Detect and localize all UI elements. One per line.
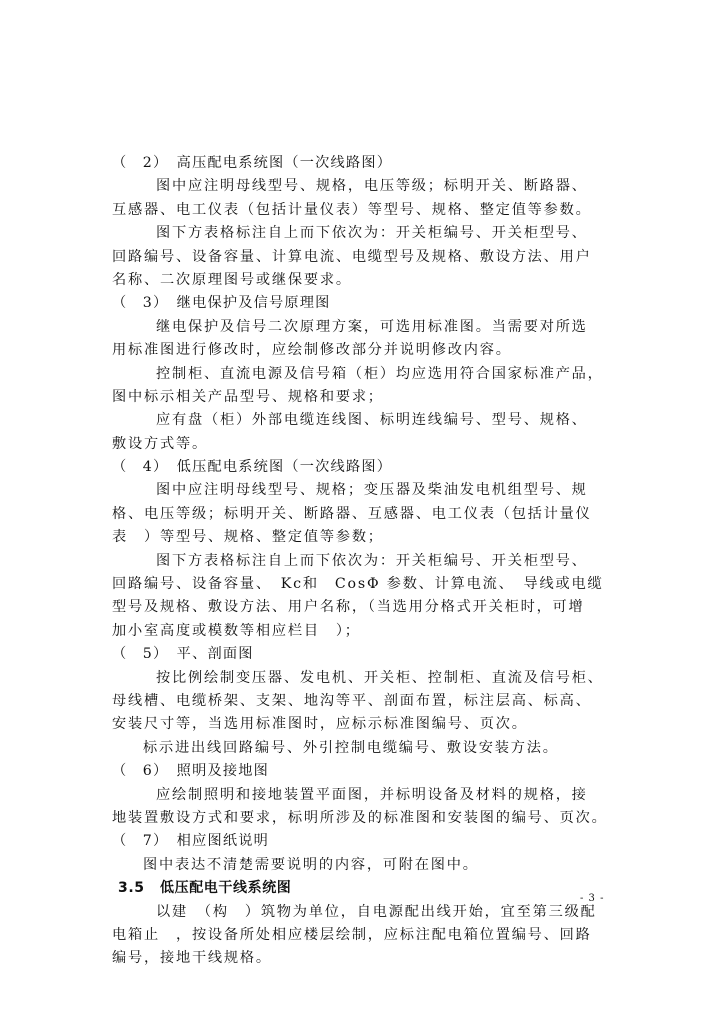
section-heading bbox=[112, 877, 627, 900]
document-body bbox=[112, 152, 627, 971]
paragraph-line: 标示进出线回路编号、外引控制电缆编号、敷设安装方法。 bbox=[143, 739, 559, 756]
subsection-heading: （ 3） 继电保护及信号原理图 bbox=[112, 295, 331, 312]
paragraph-line: 回路编号、设备容量、计算电流、电缆型号及规格、敷设方法、用户 bbox=[112, 248, 592, 265]
paragraph-line: 继电保护及信号二次原理方案，可选用标准图。当需要对所选 bbox=[156, 318, 588, 335]
subsection-heading: （ 6） 照明及接地图 bbox=[112, 763, 270, 780]
paragraph-line: 加小室高度或模数等相应栏目 ）； bbox=[112, 622, 361, 639]
paragraph-line: 图中应注明母线型号、规格，电压等级；标明开关、断路器、 bbox=[156, 178, 588, 195]
subsection-heading: （ 7） 相应图纸说明 bbox=[112, 833, 270, 850]
paragraph-line: 应绘制照明和接地装置平面图，并标明设备及材料的规格，接 bbox=[156, 786, 588, 803]
paragraph-line: 母线槽、电缆桥架、支架、地沟等平、剖面布置，标注层高、标高、 bbox=[112, 692, 592, 709]
paragraph-line: 格、电压等级；标明开关、断路器、互感器、电工仪表（包括计量仪 bbox=[112, 505, 592, 522]
paragraph-line: 按比例绘制变压器、发电机、开关柜、控制柜、直流及信号柜、 bbox=[156, 669, 604, 686]
paragraph-line: 敷设方式等。 bbox=[112, 435, 208, 452]
section-title: 低压配电干线系统图 bbox=[160, 880, 292, 897]
paragraph-line: 安装尺寸等，当选用标准图时，应标示标准图编号、页次。 bbox=[112, 716, 528, 733]
paragraph-line: 型号及规格、敷设方法、用户名称，（当选用分格式开关柜时，可增 bbox=[112, 599, 585, 616]
paragraph-line: 地装置敷设方式和要求，标明所涉及的标准图和安装图的编号、页次。 bbox=[112, 809, 608, 826]
paragraph-line: 图下方表格标注自上而下依次为：开关柜编号、开关柜型号、 bbox=[156, 552, 588, 569]
paragraph-line: 图下方表格标注自上而下依次为：开关柜编号、开关柜型号、 bbox=[156, 225, 588, 242]
section-number: 3.5 bbox=[118, 880, 145, 897]
paragraph-line: 互感器、电工仪表（包括计量仪表）等型号、规格、整定值等参数。 bbox=[112, 201, 592, 218]
subsection-heading: （ 5） 平、剖面图 bbox=[112, 646, 254, 663]
subsection-heading: （ 2） 高压配电系统图（一次线路图） bbox=[112, 155, 393, 171]
subsection-heading: （ 4） 低压配电系统图（一次线路图） bbox=[112, 459, 393, 476]
paragraph-line: 应有盘（柜）外部电缆连线图、标明连线编号、型号、规格、 bbox=[156, 412, 588, 429]
paragraph-line: 名称、二次原理图号或继保要求。 bbox=[112, 271, 352, 288]
paragraph-line: 电箱止 ，按设备所处相应楼层绘制，应标注配电箱位置编号、回路 bbox=[112, 926, 592, 943]
paragraph-line: 编号，接地干线规格。 bbox=[112, 950, 272, 967]
paragraph-line: 控制柜、直流电源及信号箱（柜）均应选用符合国家标准产品， bbox=[156, 365, 604, 382]
paragraph-line: 用标准图进行修改时，应绘制修改部分并说明修改内容。 bbox=[112, 342, 512, 359]
paragraph-line: 表 ）等型号、规格、整定值等参数； bbox=[112, 529, 384, 546]
paragraph-line: 回路编号、设备容量、 Kc和 CosΦ 参数、计算电流、 导线或电缆 bbox=[112, 576, 604, 593]
paragraph-line: 以建 （构 ）筑物为单位，自电源配出线开始，宜至第三级配 bbox=[156, 903, 597, 920]
page-number: - 3 - bbox=[580, 893, 605, 904]
paragraph-line: 图中表达不清楚需要说明的内容，可附在图中。 bbox=[143, 856, 479, 873]
paragraph-line: 图中应注明母线型号、规格；变压器及柴油发电机组型号、规 bbox=[156, 482, 588, 499]
paragraph-line: 图中标示相关产品型号、规格和要求； bbox=[112, 388, 384, 405]
